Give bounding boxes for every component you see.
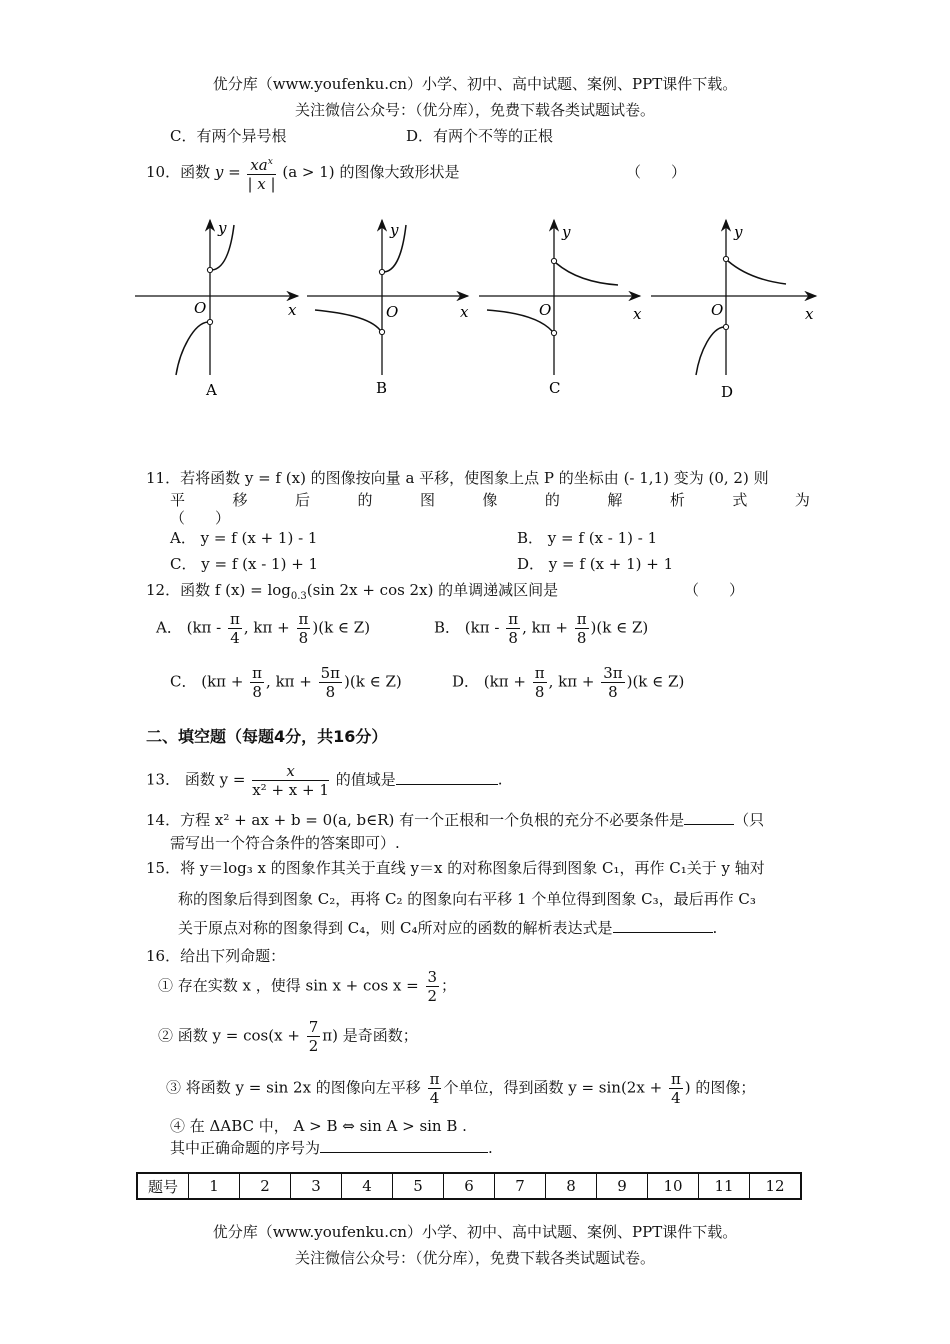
graph-b-origin: O <box>386 303 399 321</box>
q15-line-2: 称的图象后得到图象 C₂，再将 C₂ 的图象向右平移 1 个单位得到图象 C₃，最后再作 C₃ <box>178 890 756 908</box>
q10-condition: (a > 1) <box>282 163 335 181</box>
q15-line-1: 15．将 y＝log₃ x 的图象作其关于直线 y＝x 的对称图象后得到图象 C₁，再作 C₁关于 y 轴对 <box>146 859 765 877</box>
q12-option-b: B． (kπ - $\frac{\pi}{8}$ , kπ + $\frac{\pi}{8}$ )(k ∈ Z) <box>434 610 649 647</box>
q12-answer-paren: （ ） <box>684 581 745 599</box>
table-cell: 12 <box>750 1173 802 1199</box>
q16-stem: 16．给出下列命题： <box>146 947 286 965</box>
table-cell: 10 <box>648 1173 699 1199</box>
q14-line-1: 14．方程 x² + ax + b = 0(a, b∈R) 有一个正根和一个负根的充分不必要条件是 （只 <box>146 811 765 829</box>
q16-blank <box>320 1138 488 1153</box>
graph-a-origin: O <box>194 299 207 317</box>
q10-y: y <box>214 163 224 181</box>
graph-d-origin: O <box>711 301 724 319</box>
q10-fraction: $\frac{xa^x}{| x |}$ <box>247 153 275 193</box>
graph-a-label: A <box>206 381 217 399</box>
q9-option-d: D．有两个不等的正根 <box>406 127 554 145</box>
q15-blank <box>613 918 713 933</box>
graph-b-x-label: x <box>460 303 469 321</box>
q14-blank <box>684 810 734 825</box>
q10-eq: = <box>223 163 246 181</box>
table-cell: 9 <box>597 1173 648 1199</box>
table-cell: 3 <box>291 1173 342 1199</box>
q11-option-a: A． y = f (x + 1) - 1 <box>170 529 318 547</box>
graph-c-x-label: x <box>633 305 642 323</box>
table-cell: 11 <box>699 1173 750 1199</box>
graph-a <box>135 219 298 399</box>
q11-line-1: 11．若将函数 y = f (x) 的图像按向量 a 平移，使图象上点 P 的坐标由 (- 1,1) 变为 (0, 2) 则 <box>146 469 769 487</box>
graph-c <box>479 220 642 397</box>
q10-stem <box>146 152 459 193</box>
table-cell: 4 <box>342 1173 393 1199</box>
q10-number: 10．函数 <box>146 163 211 181</box>
graph-b-y-label: y <box>390 221 399 239</box>
table-row <box>137 1173 801 1199</box>
graph-d-label: D <box>721 383 734 401</box>
q12-option-a: A． (kπ - $\frac{\pi}{4}$ , kπ + $\frac{\pi}{8}$ )(k ∈ Z) <box>156 610 371 647</box>
q10-answer-paren: （ ） <box>626 163 687 181</box>
graph-b-label: B <box>376 379 388 397</box>
q10-tail: 的图像大致形状是 <box>339 163 460 181</box>
q9-option-c: C．有两个异号根 <box>170 127 287 145</box>
graph-a-x-label: x <box>288 301 297 319</box>
header-line-2: 关注微信公众号：（优分库），免费下载各类试题试卷。 <box>294 101 655 119</box>
q14-line-2: 需写出一个符合条件的答案即可）. <box>170 834 400 852</box>
graph-b <box>307 220 469 397</box>
answer-table <box>136 1172 802 1200</box>
q16-prop-3: ③ 将函数 y = sin 2x 的图像向左平移 $\frac{\pi}{4}$ 个单位，得到函数 y = sin(2x + $\frac{\pi}{4}$ ) 的图像； <box>166 1070 756 1107</box>
q16-prop-2: ② 函数 y = cos(x + $\frac{7}{2}$ π) 是奇函数； <box>158 1018 418 1055</box>
graph-d-y-label: y <box>734 223 743 241</box>
q11-option-d: D． y = f (x + 1) + 1 <box>517 555 674 573</box>
q12-option-c: C． (kπ + $\frac{\pi}{8}$ , kπ + $\frac{5\pi}{8}$ )(k ∈ Z) <box>170 664 402 701</box>
footer-line-2: 关注微信公众号：（优分库），免费下载各类试题试卷。 <box>294 1249 655 1267</box>
q11-option-b: B． y = f (x - 1) - 1 <box>517 529 658 547</box>
section-title: 二、填空题（每题4分，共16分） <box>146 727 388 746</box>
q11-line-2: 平 移 后 的 图 像 的 解 析 式 为 <box>170 491 810 509</box>
graph-c-y-label: y <box>562 223 571 241</box>
q10-graphs <box>130 215 820 405</box>
q13-blank <box>396 770 498 785</box>
table-cell: 5 <box>393 1173 444 1199</box>
graph-c-origin: O <box>539 301 552 319</box>
q15-line-3: 关于原点对称的图象得到 C₄，则 C₄所对应的函数的解析表达式是 . <box>178 919 718 937</box>
q12-option-d: D． (kπ + $\frac{\pi}{8}$ , kπ + $\frac{3\pi}{8}$ )(k ∈ Z) <box>452 664 685 701</box>
table-head-cell: 题号 <box>137 1173 189 1199</box>
q13: 13． 函数 y = $\frac{x}{\text{x² + x + 1}}$ 的值域是 . <box>146 762 503 799</box>
q12-stem: 12．函数 f $(x) = \log_{0.3}(\sin$ 2x + cos 2x) 的单调递减区间是 <box>146 581 559 602</box>
table-cell: 2 <box>240 1173 291 1199</box>
q16-prop-4: ④ 在 ΔABC 中， A > B ⇔ sin A > sin B . <box>170 1117 467 1135</box>
graph-d-x-label: x <box>805 305 814 323</box>
footer-line-1: 优分库（www.youfenku.cn）小学、初中、高中试题、案例、PPT课件下载。 <box>212 1223 738 1241</box>
graph-a-y-label: y <box>218 219 227 237</box>
q11-option-c: C． y = f (x - 1) + 1 <box>170 555 319 573</box>
q11-answer-paren: （ ） <box>170 509 231 527</box>
graph-c-label: C <box>549 379 561 397</box>
graph-d <box>651 220 816 401</box>
table-cell: 7 <box>495 1173 546 1199</box>
q16-prop-1: ① 存在实数 x ，使得 sin x + cos x = $\frac{3}{2}$ ； <box>158 968 457 1005</box>
header-line-1: 优分库（www.youfenku.cn）小学、初中、高中试题、案例、PPT课件下载。 <box>212 75 738 93</box>
q16-answer: 其中正确命题的序号为 . <box>170 1139 493 1157</box>
table-cell: 6 <box>444 1173 495 1199</box>
table-cell: 8 <box>546 1173 597 1199</box>
table-cell: 1 <box>189 1173 240 1199</box>
